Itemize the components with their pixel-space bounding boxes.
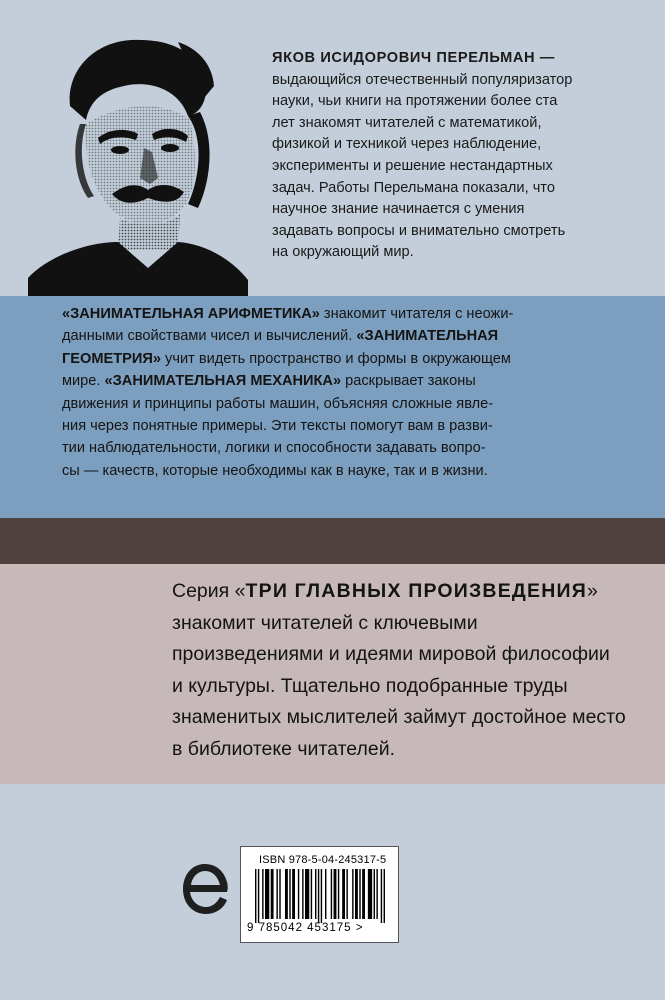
series-suffix: » [586, 580, 598, 602]
series-line: знакомит читателей с ключевыми [172, 611, 478, 634]
desc-line [62, 370, 610, 392]
series-line: и культуры. Тщательно подобранные труды [172, 674, 568, 697]
desc-line [62, 303, 610, 325]
book-title-geometry-part2: ГЕОМЕТРИЯ» [62, 350, 161, 367]
barcode-bar [384, 869, 385, 923]
barcode-bar [302, 869, 303, 919]
barcode-bar [311, 869, 312, 919]
author-bio [272, 48, 644, 264]
books-description [62, 303, 610, 482]
barcode-bar [262, 869, 263, 919]
bio-line: науки, чьи книги на протяжении более ста [272, 93, 558, 110]
dark-divider-band [0, 518, 665, 564]
series-heading [172, 576, 642, 608]
barcode-bar [331, 869, 332, 919]
series-line: произведениями и идеями мировой философии [172, 643, 610, 665]
barcode-bar [255, 869, 256, 923]
barcode-bar [265, 869, 269, 919]
barcode-bar [342, 869, 345, 919]
desc-text: знакомит читателя с неожи- [319, 306, 514, 322]
barcode-bar [359, 869, 360, 919]
barcode-bar [279, 869, 280, 919]
book-title-mechanics: «ЗАНИМАТЕЛЬНАЯ МЕХАНИКА» [104, 373, 342, 390]
barcode-bar [325, 869, 326, 919]
series-line: знаменитых мыслителей займут достойное место [172, 706, 626, 728]
bio-line: лет знакомят читателей с математикой, [272, 114, 542, 131]
barcode-bar [381, 869, 382, 923]
author-portrait-image [28, 28, 248, 296]
desc-line: ния через понятные примеры. Эти тексты помогут вам в разви- [62, 418, 493, 435]
bio-line: физикой и техникой через наблюдение, [272, 136, 542, 153]
series-prefix: Серия « [172, 580, 246, 602]
bio-line: задач. Работы Перельмана показали, что [272, 179, 555, 196]
barcode-bar [355, 869, 358, 919]
bio-line: выдающийся отечественный популяризатор [272, 71, 573, 88]
barcode-bar [271, 869, 274, 919]
desc-text: данными свойствами чисел и вычислений. [62, 328, 357, 345]
desc-line [62, 325, 610, 347]
publisher-e-logo-icon [180, 858, 230, 920]
desc-text: раскрывает законы [341, 373, 476, 390]
barcode-bar [352, 869, 353, 919]
desc-line: тии наблюдательности, логики и способности задавать вопро- [62, 440, 486, 457]
barcode-bar [298, 869, 299, 919]
barcode-bar [362, 869, 365, 919]
barcode-bar [315, 869, 316, 919]
barcode-bar [318, 869, 319, 923]
barcode-bar [289, 869, 290, 919]
barcode-bar [305, 869, 309, 919]
barcode-bar [276, 869, 277, 919]
barcode-bar [374, 869, 375, 919]
barcode-bar [376, 869, 377, 919]
barcode-bar [334, 869, 337, 919]
ean-digits: 9 785042 453175 > [247, 922, 364, 934]
barcode-bar [368, 869, 372, 919]
book-title-arithmetic: «ЗАНИМАТЕЛЬНАЯ АРИФМЕТИКА» [62, 306, 320, 322]
barcode-bar [321, 869, 322, 923]
bio-line: научное знание начинается с умения [272, 201, 525, 218]
barcode-bar [258, 869, 259, 923]
series-title: ТРИ ГЛАВНЫХ ПРОИЗВЕДЕНИЯ [245, 580, 587, 602]
barcode-bar [346, 869, 347, 919]
barcode-bar [285, 869, 288, 919]
barcode [240, 846, 399, 943]
barcode-bar [292, 869, 295, 919]
bio-line: задавать вопросы и внимательно смотреть [272, 222, 566, 239]
series-line: в библиотеке читателей. [172, 737, 396, 760]
desc-line [62, 348, 610, 370]
desc-text: мире. [62, 373, 105, 390]
bio-line: эксперименты и решение нестандартных [272, 157, 553, 174]
barcode-bar [338, 869, 339, 919]
series-description [172, 576, 642, 765]
barcode-bars [255, 869, 385, 923]
desc-line: движения и принципы работы машин, объясняя сложные явле- [62, 395, 494, 412]
author-name: ЯКОВ ИСИДОРОВИЧ ПЕРЕЛЬМАН — [272, 50, 555, 66]
isbn-number: ISBN 978-5-04-245317-5 [259, 854, 387, 866]
book-title-geometry-part1: «ЗАНИМАТЕЛЬНАЯ [356, 328, 499, 345]
bio-line: на окружающий мир. [272, 244, 414, 261]
desc-line: сы — качеств, которые необходимы как в науке, так и в жизни. [62, 462, 488, 479]
desc-text: учит видеть пространство и формы в окружающем [161, 350, 511, 367]
